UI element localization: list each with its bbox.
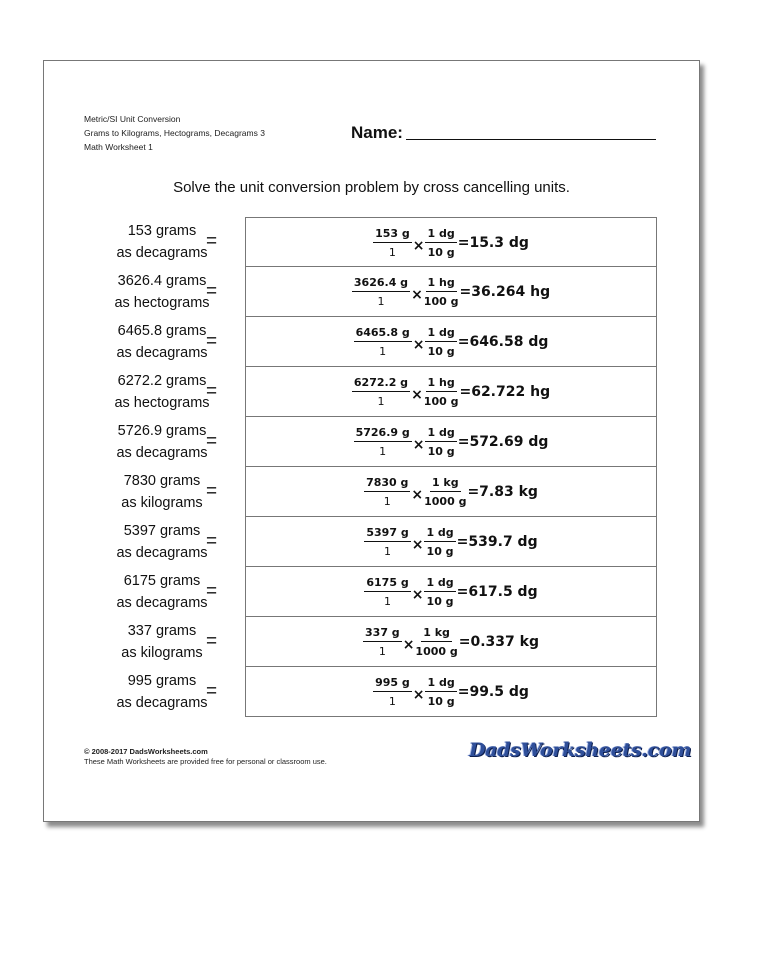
answer-box[interactable] bbox=[245, 417, 657, 467]
fraction-denominator: 10 g bbox=[427, 695, 455, 708]
fraction-numerator: 6465.8 g bbox=[354, 325, 412, 342]
answer-box[interactable] bbox=[245, 367, 657, 417]
answer-box[interactable] bbox=[245, 217, 657, 267]
problem-row bbox=[44, 667, 699, 717]
multiply-icon: × bbox=[412, 337, 425, 353]
fraction-numerator: 1 hg bbox=[426, 275, 457, 292]
conversion-result: =7.83 kg bbox=[467, 484, 538, 500]
conversion-fraction bbox=[424, 475, 466, 509]
fraction-denominator: 10 g bbox=[427, 345, 455, 358]
multiply-icon: × bbox=[412, 437, 425, 453]
problem-row bbox=[44, 217, 699, 267]
given-fraction bbox=[364, 475, 410, 509]
conversion-fraction bbox=[425, 226, 456, 260]
equals-sign: = bbox=[206, 581, 218, 602]
worksheet-meta bbox=[84, 112, 265, 154]
fraction-denominator: 1 bbox=[379, 445, 387, 458]
conversion-fraction bbox=[424, 275, 459, 309]
fraction-denominator: 100 g bbox=[423, 395, 459, 408]
multiply-icon: × bbox=[412, 687, 425, 703]
conversion-fraction bbox=[425, 675, 456, 709]
conversion-expression bbox=[246, 373, 656, 411]
prompt-quantity: 6272.2 grams bbox=[117, 373, 207, 389]
answer-box[interactable] bbox=[245, 567, 657, 617]
conversion-fraction bbox=[415, 625, 457, 659]
given-fraction bbox=[352, 375, 410, 409]
fraction-denominator: 10 g bbox=[427, 445, 455, 458]
given-fraction bbox=[363, 625, 402, 659]
fraction-denominator: 10 g bbox=[427, 246, 455, 259]
fraction-denominator: 1 bbox=[384, 545, 392, 558]
equals-sign: = bbox=[206, 631, 218, 652]
fraction-denominator: 1 bbox=[379, 345, 387, 358]
fraction-denominator: 1000 g bbox=[415, 645, 458, 658]
prompt-target-unit: as decagrams bbox=[116, 445, 208, 461]
fraction-numerator: 6175 g bbox=[364, 575, 410, 592]
fraction-numerator: 1 dg bbox=[425, 425, 456, 442]
answer-box[interactable] bbox=[245, 667, 657, 717]
instructions: Solve the unit conversion problem by cross cancelling units. bbox=[173, 179, 570, 196]
fraction-denominator: 1 bbox=[388, 695, 396, 708]
given-fraction bbox=[354, 325, 412, 359]
equals-sign: = bbox=[206, 481, 218, 502]
conversion-result: =15.3 dg bbox=[457, 235, 529, 251]
conversion-fraction bbox=[425, 325, 456, 359]
name-label: Name: bbox=[351, 123, 403, 142]
fraction-numerator: 7830 g bbox=[364, 475, 410, 492]
name-line[interactable] bbox=[406, 139, 656, 140]
given-fraction bbox=[352, 275, 410, 309]
multiply-icon: × bbox=[411, 487, 424, 503]
fraction-numerator: 995 g bbox=[373, 675, 412, 692]
prompt-target-unit: as kilograms bbox=[121, 495, 203, 511]
prompt-quantity: 153 grams bbox=[127, 223, 197, 239]
footer bbox=[84, 747, 327, 767]
fraction-denominator: 1 bbox=[384, 595, 392, 608]
given-fraction bbox=[373, 226, 412, 260]
answer-box[interactable] bbox=[245, 617, 657, 667]
problem-row bbox=[44, 267, 699, 317]
equals-sign: = bbox=[206, 231, 218, 252]
conversion-result: =646.58 dg bbox=[457, 334, 549, 350]
fraction-numerator: 1 kg bbox=[430, 475, 461, 492]
conversion-result: =99.5 dg bbox=[457, 684, 529, 700]
conversion-expression bbox=[246, 473, 656, 511]
problem-row bbox=[44, 317, 699, 367]
fraction-denominator: 1 bbox=[377, 295, 385, 308]
conversion-result: =0.337 kg bbox=[458, 634, 539, 650]
prompt-quantity: 995 grams bbox=[127, 673, 197, 689]
conversion-expression bbox=[246, 323, 656, 361]
conversion-result: =62.722 hg bbox=[459, 384, 551, 400]
conversion-expression bbox=[246, 623, 656, 661]
meta-subject: Metric/SI Unit Conversion bbox=[84, 114, 181, 124]
equals-sign: = bbox=[206, 331, 218, 352]
fraction-numerator: 5726.9 g bbox=[354, 425, 412, 442]
equals-sign: = bbox=[206, 531, 218, 552]
conversion-result: =539.7 dg bbox=[456, 534, 538, 550]
fraction-numerator: 3626.4 g bbox=[352, 275, 410, 292]
fraction-numerator: 1 dg bbox=[425, 325, 456, 342]
prompt-quantity: 5397 grams bbox=[123, 523, 201, 539]
equals-sign: = bbox=[206, 431, 218, 452]
fraction-numerator: 337 g bbox=[363, 625, 402, 642]
answer-box[interactable] bbox=[245, 267, 657, 317]
answer-box[interactable] bbox=[245, 467, 657, 517]
problem-row bbox=[44, 517, 699, 567]
fraction-numerator: 6272.2 g bbox=[352, 375, 410, 392]
dadsworksheets-logo: DadsWorksheets.com bbox=[469, 739, 692, 761]
problem-row bbox=[44, 567, 699, 617]
prompt-quantity: 7830 grams bbox=[123, 473, 201, 489]
fraction-numerator: 1 dg bbox=[424, 525, 455, 542]
conversion-expression bbox=[246, 673, 656, 711]
conversion-result: =36.264 hg bbox=[459, 284, 551, 300]
conversion-expression bbox=[246, 224, 656, 262]
conversion-result: =617.5 dg bbox=[456, 584, 538, 600]
copyright: © 2008-2017 DadsWorksheets.com bbox=[84, 747, 208, 756]
fraction-numerator: 1 dg bbox=[425, 675, 456, 692]
multiply-icon: × bbox=[412, 238, 425, 254]
given-fraction bbox=[364, 525, 410, 559]
prompt-quantity: 6465.8 grams bbox=[117, 323, 207, 339]
prompt-target-unit: as decagrams bbox=[116, 545, 208, 561]
prompt-quantity: 337 grams bbox=[127, 623, 197, 639]
answer-box[interactable] bbox=[245, 517, 657, 567]
conversion-fraction bbox=[425, 425, 456, 459]
prompt-quantity: 3626.4 grams bbox=[117, 273, 207, 289]
prompt-target-unit: as hectograms bbox=[114, 395, 210, 411]
meta-worksheet-number: Math Worksheet 1 bbox=[84, 142, 153, 152]
prompt-target-unit: as kilograms bbox=[121, 645, 203, 661]
multiply-icon: × bbox=[411, 287, 423, 303]
multiply-icon: × bbox=[411, 387, 423, 403]
prompt-target-unit: as hectograms bbox=[114, 295, 210, 311]
fraction-denominator: 10 g bbox=[426, 595, 454, 608]
conversion-fraction bbox=[424, 525, 455, 559]
multiply-icon: × bbox=[402, 637, 415, 653]
fraction-denominator: 1 bbox=[378, 645, 386, 658]
conversion-expression bbox=[246, 273, 656, 311]
fraction-denominator: 1000 g bbox=[424, 495, 467, 508]
multiply-icon: × bbox=[411, 537, 424, 553]
fraction-numerator: 1 dg bbox=[424, 575, 455, 592]
problem-row bbox=[44, 467, 699, 517]
given-fraction bbox=[354, 425, 412, 459]
usage-notice: These Math Worksheets are provided free for personal or classroom use. bbox=[84, 757, 327, 766]
fraction-numerator: 153 g bbox=[373, 226, 412, 243]
worksheet-page bbox=[43, 60, 700, 822]
fraction-numerator: 1 hg bbox=[426, 375, 457, 392]
given-fraction bbox=[373, 675, 412, 709]
prompt-target-unit: as decagrams bbox=[116, 695, 208, 711]
conversion-result: =572.69 dg bbox=[457, 434, 549, 450]
prompt-quantity: 5726.9 grams bbox=[117, 423, 207, 439]
conversion-expression bbox=[246, 523, 656, 561]
problem-row bbox=[44, 617, 699, 667]
fraction-denominator: 1 bbox=[377, 395, 385, 408]
equals-sign: = bbox=[206, 381, 218, 402]
meta-topic: Grams to Kilograms, Hectograms, Decagrams 3 bbox=[84, 128, 265, 138]
problem-row bbox=[44, 417, 699, 467]
fraction-numerator: 1 kg bbox=[421, 625, 452, 642]
prompt-target-unit: as decagrams bbox=[116, 345, 208, 361]
equals-sign: = bbox=[206, 281, 218, 302]
fraction-numerator: 5397 g bbox=[364, 525, 410, 542]
prompt-target-unit: as decagrams bbox=[116, 245, 208, 261]
problem-row bbox=[44, 367, 699, 417]
equals-sign: = bbox=[206, 681, 218, 702]
fraction-denominator: 1 bbox=[383, 495, 391, 508]
conversion-expression bbox=[246, 573, 656, 611]
multiply-icon: × bbox=[411, 587, 424, 603]
fraction-denominator: 100 g bbox=[423, 295, 459, 308]
fraction-denominator: 1 bbox=[388, 246, 396, 259]
conversion-fraction bbox=[424, 375, 459, 409]
prompt-quantity: 6175 grams bbox=[123, 573, 201, 589]
answer-box[interactable] bbox=[245, 317, 657, 367]
given-fraction bbox=[364, 575, 410, 609]
conversion-fraction bbox=[424, 575, 455, 609]
fraction-numerator: 1 dg bbox=[425, 226, 456, 243]
prompt-target-unit: as decagrams bbox=[116, 595, 208, 611]
fraction-denominator: 10 g bbox=[426, 545, 454, 558]
conversion-expression bbox=[246, 423, 656, 461]
